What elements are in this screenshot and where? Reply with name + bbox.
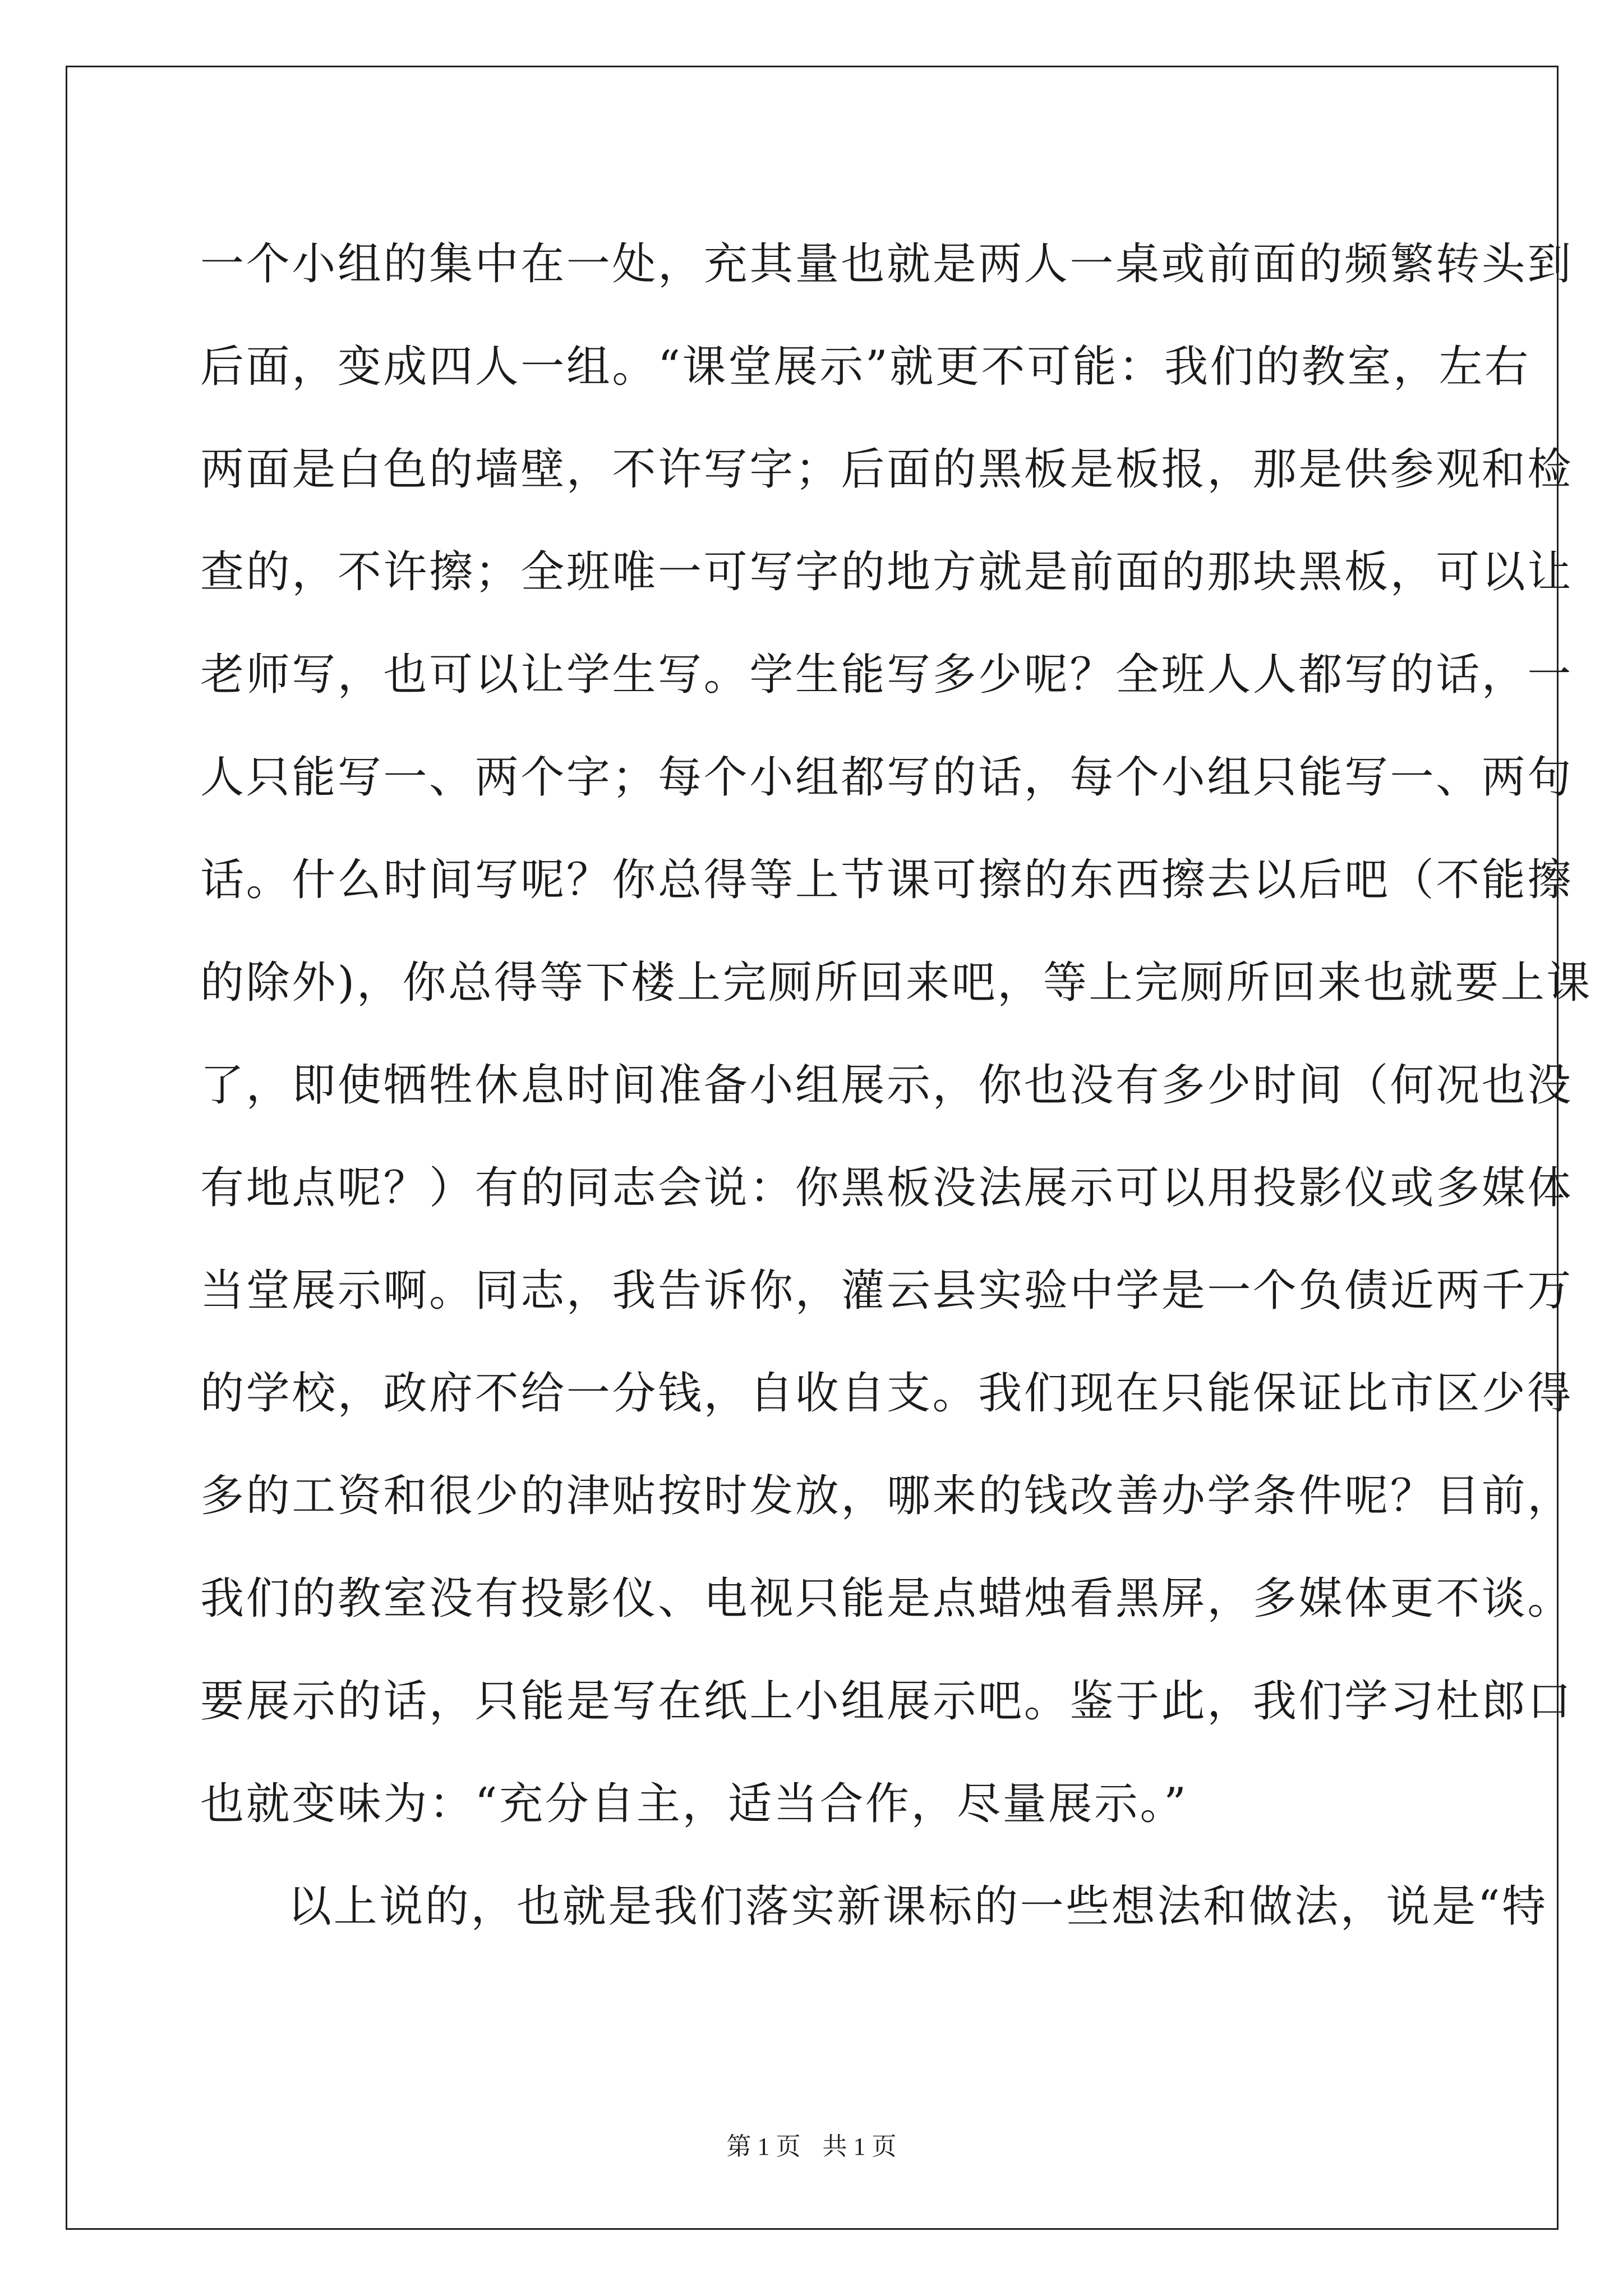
text-line: 以上说的，也就是我们落实新课标的一些想法和做法，说是“特 <box>288 1881 1548 1932</box>
document-body <box>200 213 1593 1958</box>
text-line: 一个小组的集中在一处，充其量也就是两人一桌或前面的频繁转头到 <box>200 239 1574 289</box>
text-line: 当堂展示啊。同志，我告诉你，灌云县实验中学是一个负债近两千万 <box>200 1266 1574 1316</box>
text-line: 老师写，也可以让学生写。学生能写多少呢？全班人人都写的话，一 <box>200 650 1574 700</box>
text-line: 人只能写一、两个字；每个小组都写的话，每个小组只能写一、两句 <box>200 752 1574 803</box>
text-line: 两面是白色的墙壁，不许写字；后面的黑板是板报，那是供参观和检 <box>200 444 1574 495</box>
page-footer <box>0 2130 1623 2164</box>
paragraph-1 <box>200 213 1593 1856</box>
text-line: 话。什么时间写呢？你总得等上节课可擦的东西擦去以后吧（不能擦 <box>200 855 1574 905</box>
text-line: 也就变味为：“充分自主，适当合作，尽量展示。” <box>200 1779 1188 1829</box>
text-line: 的除外)，你总得等下楼上完厕所回来吧，等上完厕所回来也就要上课 <box>200 958 1593 1008</box>
text-line: 了，即使牺牲休息时间准备小组展示，你也没有多少时间（何况也没 <box>200 1060 1574 1111</box>
text-line: 查的，不许擦；全班唯一可写字的地方就是前面的那块黑板，可以让 <box>200 547 1574 597</box>
text-line: 后面，变成四人一组。“课堂展示”就更不可能：我们的教室，左右 <box>200 342 1530 392</box>
text-line: 多的工资和很少的津贴按时发放，哪来的钱改善办学条件呢？目前， <box>200 1471 1574 1521</box>
page-total: 共 1 页 <box>822 2133 897 2160</box>
text-line: 有地点呢？）有的同志会说：你黑板没法展示可以用投影仪或多媒体 <box>200 1163 1574 1213</box>
text-line: 我们的教室没有投影仪、电视只能是点蜡烛看黑屏，多媒体更不谈。 <box>200 1573 1574 1624</box>
page-number: 第 1 页 <box>726 2133 801 2160</box>
paragraph-2 <box>200 1856 1548 1958</box>
text-line: 要展示的话，只能是写在纸上小组展示吧。鉴于此，我们学习杜郎口 <box>200 1676 1574 1727</box>
text-line: 的学校，政府不给一分钱，自收自支。我们现在只能保证比市区少得 <box>200 1368 1574 1419</box>
